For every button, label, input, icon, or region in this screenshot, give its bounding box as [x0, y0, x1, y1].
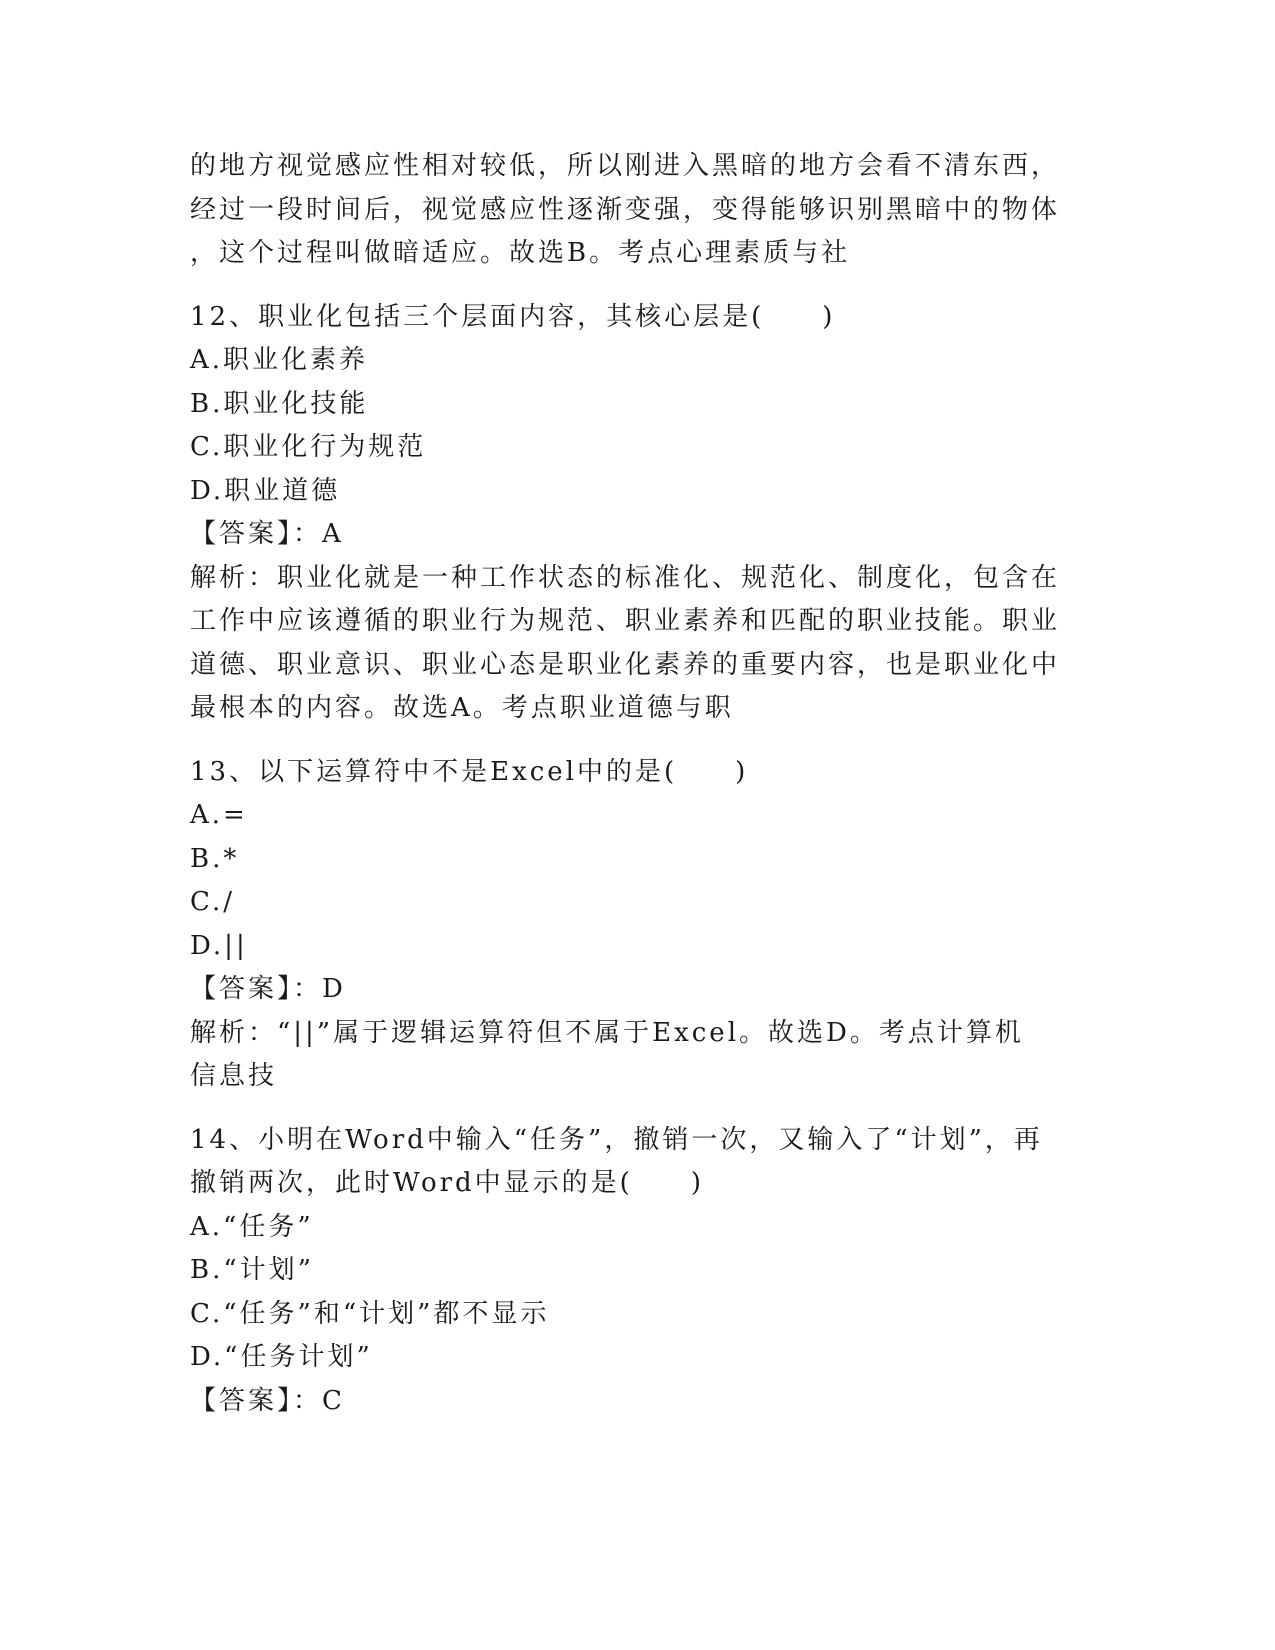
continuation-text	[190, 145, 1080, 276]
option-a: A.“任务”	[190, 1211, 314, 1242]
analysis-line: 解析：“||”属于逻辑运算符但不属于Excel。故选D。考点计算机	[190, 1017, 1024, 1048]
question-stem: 14、小明在Word中输入“任务”，撤销一次，又输入了“计划”，再	[190, 1124, 1043, 1155]
document-body	[190, 145, 1080, 1423]
paragraph-line: 的地方视觉感应性相对较低，所以刚进入黑暗的地方会看不清东西，	[190, 151, 1061, 181]
question-stem: 12、职业化包括三个层面内容，其核心层是( )	[190, 301, 836, 332]
analysis-line: 信息技	[190, 1061, 278, 1091]
option-d: D.“任务计划”	[190, 1342, 373, 1372]
option-a: A.职业化素养	[190, 345, 369, 375]
option-c: C./	[190, 887, 235, 917]
analysis-line: 道德、职业意识、职业心态是职业化素养的重要内容，也是职业化中	[190, 649, 1061, 680]
question-14	[190, 1119, 1080, 1424]
analysis-line: 最根本的内容。故选A。考点职业道德与职	[190, 693, 734, 723]
question-13	[190, 751, 1080, 1099]
answer-line: 【答案】：D	[190, 974, 346, 1004]
option-b: B.职业化技能	[190, 388, 369, 419]
option-d: D.||	[190, 930, 248, 961]
option-a: A.=	[190, 800, 248, 830]
option-c: C.“任务”和“计划”都不显示	[190, 1298, 550, 1329]
question-12	[190, 296, 1080, 731]
paragraph-line: ，这个过程叫做暗适应。故选B。考点心理素质与社	[190, 238, 851, 268]
option-b: B.*	[190, 843, 240, 874]
analysis-line: 工作中应该遵循的职业行为规范、职业素养和匹配的职业技能。职业	[190, 606, 1061, 636]
option-b: B.“计划”	[190, 1255, 314, 1285]
question-stem: 13、以下运算符中不是Excel中的是( )	[190, 756, 749, 787]
analysis-line: 解析：职业化就是一种工作状态的标准化、规范化、制度化，包含在	[190, 562, 1061, 593]
option-c: C.职业化行为规范	[190, 432, 427, 462]
option-d: D.职业道德	[190, 475, 341, 506]
answer-line: 【答案】：A	[190, 519, 344, 549]
paragraph-line: 经过一段时间后，视觉感应性逐渐变强，变得能够识别黑暗中的物体	[190, 194, 1061, 225]
question-stem: 撤销两次，此时Word中显示的是( )	[190, 1168, 704, 1198]
answer-line: 【答案】：C	[190, 1385, 345, 1416]
